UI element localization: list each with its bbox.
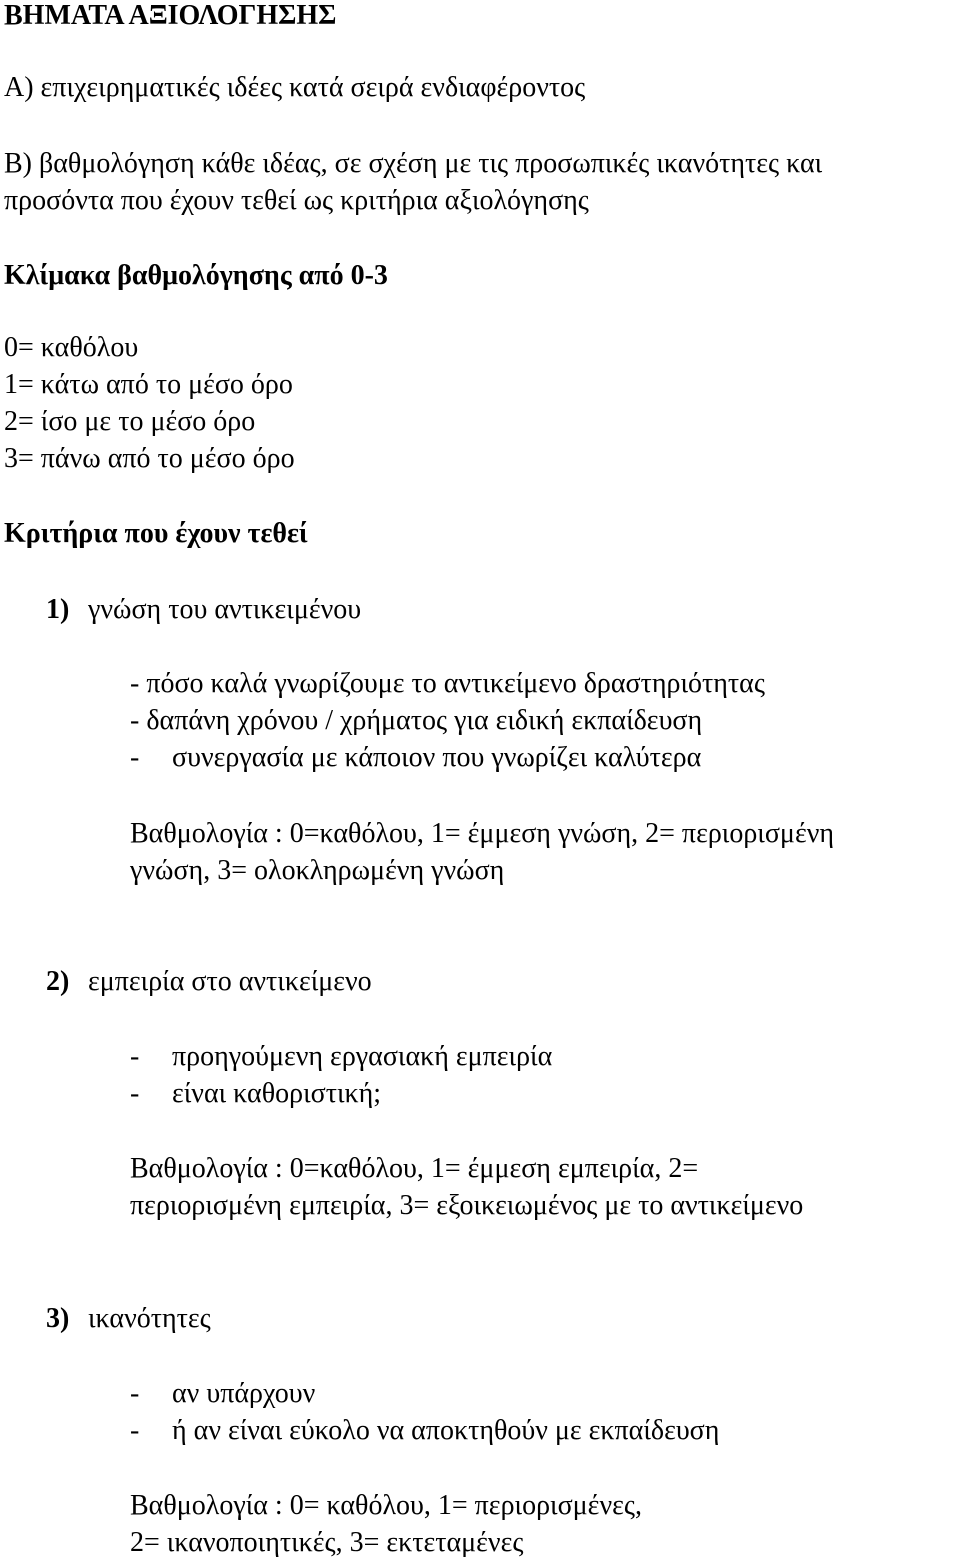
scale-item: 2= ίσο με το μέσο όρο — [4, 406, 256, 437]
step-b-line-1: Β) βαθμολόγηση κάθε ιδέας, σε σχέση με τις προσωπικές ικανότητες και — [4, 148, 823, 179]
criterion-1-rating-line-2: γνώση, 3= ολοκληρωμένη γνώση — [130, 855, 505, 886]
criterion-title: ικανότητες — [88, 1303, 211, 1334]
criterion-2-heading — [46, 968, 372, 996]
criterion-2-point: - είναι καθοριστική; — [130, 1078, 382, 1109]
criterion-2-point: - προηγούμενη εργασιακή εμπειρία — [130, 1041, 553, 1072]
criteria-heading: Κριτήρια που έχουν τεθεί — [4, 518, 308, 549]
document-title: ΒΗΜΑΤΑ ΑΞΙΟΛΟΓΗΣΗΣ — [4, 0, 337, 31]
bullet-dash: - — [130, 1078, 140, 1109]
criterion-number: 1) — [46, 594, 70, 625]
bullet-dash: - — [130, 1041, 140, 1072]
bullet-dash: - — [130, 1378, 140, 1409]
criterion-1-point: - δαπάνη χρόνου / χρήματος για ειδική εκπαίδευση — [130, 705, 703, 736]
scale-item: 0= καθόλου — [4, 332, 139, 363]
scale-item: 1= κάτω από το μέσο όρο — [4, 369, 293, 400]
criterion-3-rating-line-1: Βαθμολογία : 0= καθόλου, 1= περιορισμένες, — [130, 1490, 642, 1521]
criterion-3-heading — [46, 1305, 211, 1333]
scale-item: 3= πάνω από το μέσο όρο — [4, 443, 295, 474]
scale-heading: Κλίμακα βαθμολόγησης από 0-3 — [4, 260, 388, 291]
bullet-dash: - — [130, 742, 140, 773]
criterion-title: εμπειρία στο αντικείμενο — [88, 966, 372, 997]
criterion-1-rating-line-1: Βαθμολογία : 0=καθόλου, 1= έμμεση γνώση, 2= περιορισμένη — [130, 818, 835, 849]
criterion-3-rating-line-2: 2= ικανοποιητικές, 3= εκτεταμένες — [130, 1527, 524, 1558]
criterion-1-point: - πόσο καλά γνωρίζουμε το αντικείμενο δραστηριότητας — [130, 668, 765, 699]
criterion-1-point: - συνεργασία με κάποιον που γνωρίζει καλύτερα — [130, 742, 702, 773]
criterion-2-rating-line-1: Βαθμολογία : 0=καθόλου, 1= έμμεση εμπειρία, 2= — [130, 1153, 699, 1184]
bullet-dash: - — [130, 1415, 140, 1446]
criterion-number: 2) — [46, 966, 70, 997]
criterion-2-rating-line-2: περιορισμένη εμπειρία, 3= εξοικειωμένος με το αντικείμενο — [130, 1190, 804, 1221]
criterion-1-heading — [46, 596, 361, 624]
criterion-3-point: - ή αν είναι εύκολο να αποκτηθούν με εκπαίδευση — [130, 1415, 720, 1446]
step-a: Α) επιχειρηματικές ιδέες κατά σειρά ενδιαφέροντος — [4, 72, 586, 103]
criterion-title: γνώση του αντικειμένου — [88, 594, 362, 625]
criterion-number: 3) — [46, 1303, 70, 1334]
criterion-3-point: - αν υπάρχουν — [130, 1378, 316, 1409]
step-b-line-2: προσόντα που έχουν τεθεί ως κριτήρια αξιολόγησης — [4, 185, 589, 216]
